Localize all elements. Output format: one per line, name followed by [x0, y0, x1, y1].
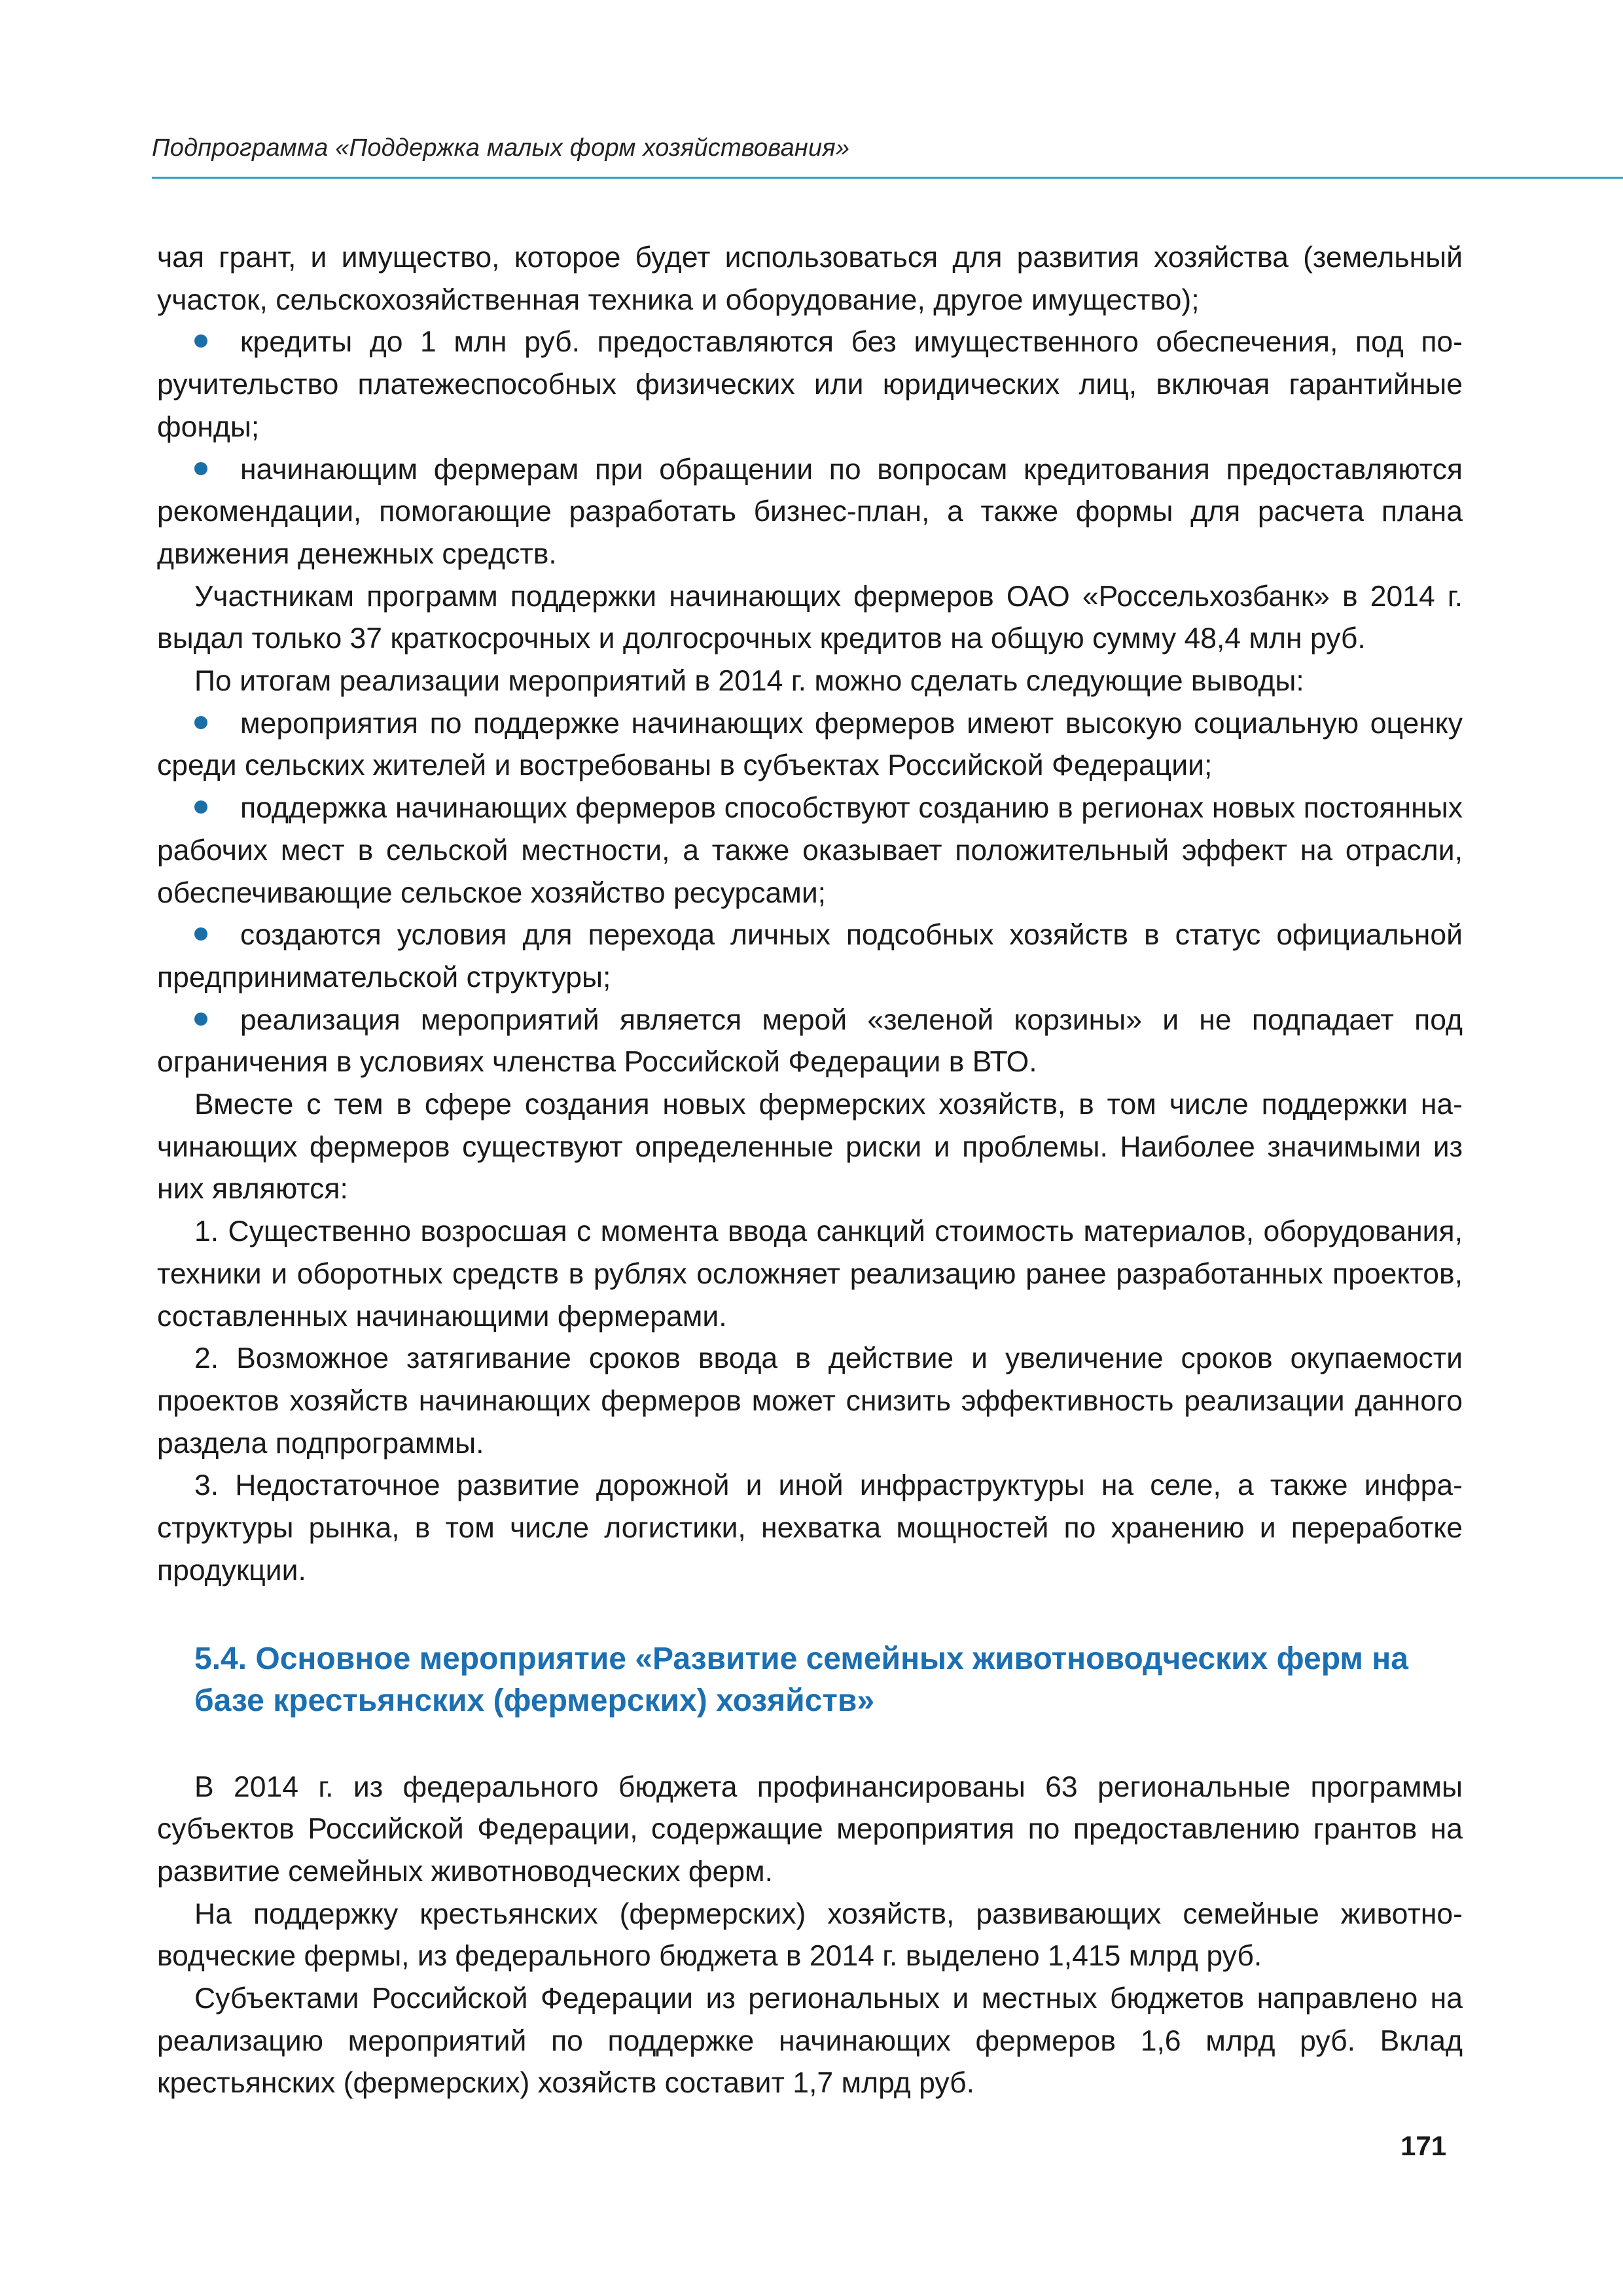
section-heading: 5.4. Основное мероприятие «Развитие семейных животноводческих ферм на базе крестьянских (фермерских) хозяйств»: [194, 1641, 1408, 1718]
bullet-text: поддержка начинающих фермеров способствуют созданию в регионах новых постоянных рабочих мест в сельской местности, а также оказывает положительный эффект на отрасли, обеспечивающие сельское хозяйство ресурсами;: [157, 792, 1463, 909]
header-rule: [152, 177, 1623, 179]
paragraph: По итогам реализации мероприятий в 2014 г. можно сделать следующие выводы:: [194, 665, 1304, 698]
bullet-dot-icon: [194, 462, 207, 475]
bullet-dot-icon: [194, 716, 207, 729]
bullet-dot-icon: [194, 334, 207, 348]
page-body: [157, 237, 1463, 2105]
paragraph: Участникам программ поддержки начинающих фермеров ОАО «Россельхозбанк» в 2014 г. выдал только 37 краткосрочных и долгосрочных кредитов на общую сумму 48,4 млн руб.: [157, 580, 1463, 655]
bullet-item: [157, 999, 1463, 1084]
bullet-text: создаются условия для перехода личных подсобных хозяйств в статус официальной предпринимательской структуры;: [157, 919, 1463, 994]
bullet-dot-icon: [194, 800, 207, 814]
bullet-item: [157, 449, 1463, 576]
paragraph: В 2014 г. из федерального бюджета профинансированы 63 региональные программы субъектов Российской Федерации, содержащие мероприятия по предоставлению грантов на развитие семейных животноводческих ферм.: [157, 1770, 1463, 1888]
bullet-item: [157, 787, 1463, 914]
bullet-dot-icon: [194, 1013, 207, 1026]
bullet-item: [157, 914, 1463, 999]
numbered-item: 1. Существенно возросшая с момента ввода санкций стоимость материалов, оборудования, техники и оборотных средств в рублях осложняет реализацию ранее разработанных проектов, составленных начинающими фермерами.: [157, 1215, 1463, 1333]
bullet-text: кредиты до 1 млн руб. предоставляются без имущественного обеспечения, под поручительство платежеспособных физических или юридических лиц, включая гарантийные фонды;: [157, 326, 1463, 443]
numbered-item: 3. Недостаточное развитие дорожной и иной инфраструктуры на селе, а также инфраструктуры рынка, в том числе логистики, нехватка мощностей по хранению и переработке продукции.: [157, 1469, 1463, 1587]
paragraph: чая грант, и имущество, которое будет использоваться для развития хозяйства (земельный участок, сельскохозяйственная техника и оборудование, другое имущество);: [157, 242, 1463, 316]
page-number: 171: [1400, 2130, 1447, 2161]
bullet-item: [157, 703, 1463, 787]
bullet-item: [157, 321, 1463, 448]
numbered-item: 2. Возможное затягивание сроков ввода в действие и увеличение сроков окупаемости проектов хозяйств начинающих фермеров может снизить эффективность реализации данного раздела подпрограммы.: [157, 1342, 1463, 1460]
bullet-text: реализация мероприятий является мерой «зеленой корзины» и не подпадает под ограничения в условиях членства Российской Федерации в ВТО.: [157, 1003, 1463, 1079]
running-header: Подпрограмма «Поддержка малых форм хозяйствования»: [152, 134, 850, 162]
bullet-dot-icon: [194, 927, 207, 941]
bullet-text: мероприятия по поддержке начинающих фермеров имеют высокую социальную оценку среди сельских жителей и востребованы в субъектах Российской Федерации;: [157, 707, 1463, 782]
paragraph: Вместе с тем в сфере создания новых фермерских хозяйств, в том числе поддержки начинающих фермеров существуют определенные риски и проблемы. Наиболее значимыми из них являются:: [157, 1088, 1463, 1206]
bullet-text: начинающим фермерам при обращении по вопросам кредитования предоставляются рекомендации, помогающие разработать бизнес-план, а также формы для расчета плана движения денежных средств.: [157, 453, 1463, 570]
paragraph: Субъектами Российской Федерации из региональных и местных бюджетов направлено на реализацию мероприятий по поддержке начинающих фермеров 1,6 млрд руб. Вклад крестьянских (фермерских) хозяйств составит 1,7 млрд руб.: [157, 1982, 1463, 2100]
paragraph: На поддержку крестьянских (фермерских) хозяйств, развивающих семейные животноводческие фермы, из федерального бюджета в 2014 г. выделено 1,415 млрд руб.: [157, 1897, 1463, 1973]
